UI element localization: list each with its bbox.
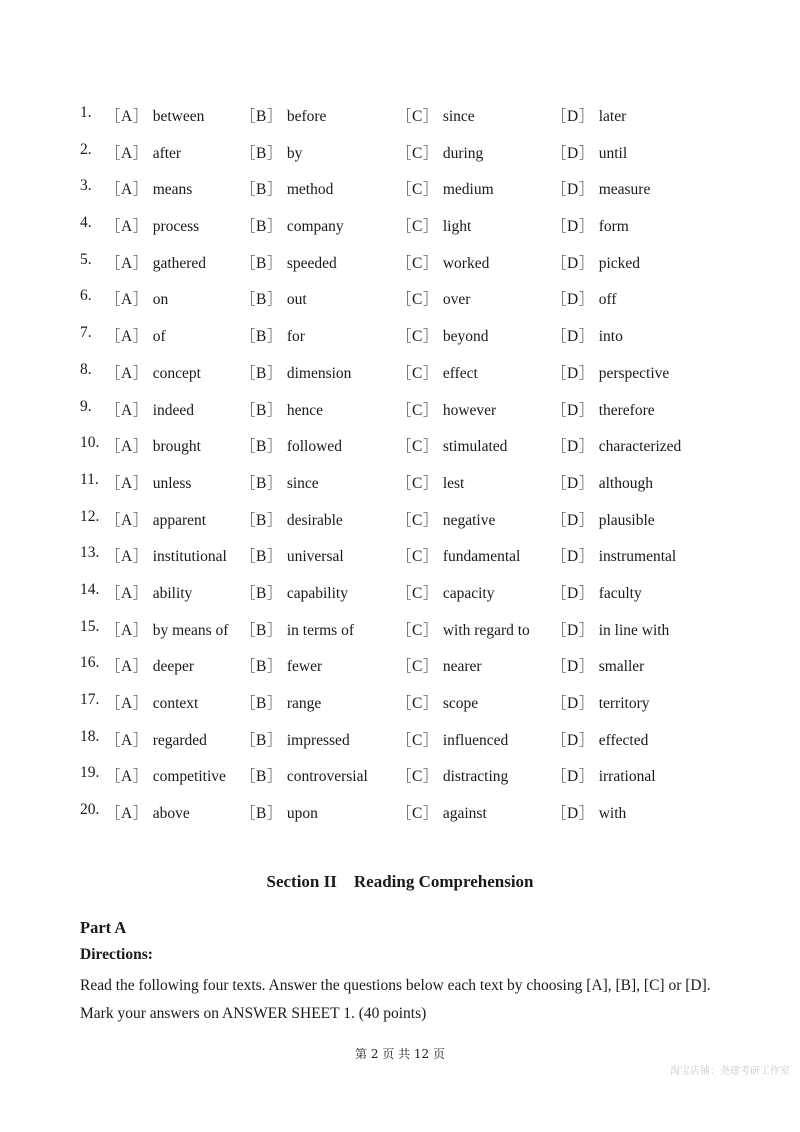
- option-text: ability: [152, 584, 193, 602]
- option-letter: ［D］: [551, 548, 595, 566]
- option-letter: ［A］: [105, 144, 149, 162]
- option-text: worked: [442, 254, 490, 272]
- option-b: [240, 471, 319, 493]
- option-d: [551, 581, 642, 603]
- option-letter: ［A］: [105, 511, 149, 529]
- option-c: [396, 618, 530, 640]
- option-text: method: [286, 181, 334, 199]
- option-letter: ［B］: [240, 291, 283, 309]
- option-letter: ［D］: [551, 805, 595, 823]
- option-letter: ［B］: [240, 768, 283, 786]
- question-number: 5.: [80, 250, 92, 268]
- option-letter: ［A］: [105, 584, 149, 602]
- option-letter: ［B］: [240, 548, 283, 566]
- option-text: out: [286, 291, 307, 309]
- option-letter: ［D］: [551, 218, 595, 236]
- option-letter: ［C］: [396, 364, 439, 382]
- option-text: instrumental: [598, 548, 677, 566]
- option-letter: ［C］: [396, 474, 439, 492]
- option-letter: ［A］: [105, 291, 149, 309]
- option-letter: ［B］: [240, 108, 283, 125]
- option-text: controversial: [286, 768, 368, 786]
- option-letter: ［B］: [240, 438, 283, 456]
- option-letter: ［A］: [105, 218, 149, 236]
- option-letter: ［D］: [551, 291, 595, 309]
- option-letter: ［A］: [105, 108, 149, 125]
- option-c: [396, 251, 489, 273]
- directions-line-2: Mark your answers on ANSWER SHEET 1. (40 points): [80, 1005, 427, 1022]
- question-number: 17.: [80, 691, 100, 708]
- option-letter: ［C］: [396, 511, 439, 529]
- option-c: [396, 508, 495, 530]
- option-c: [396, 471, 464, 493]
- option-text: scope: [442, 695, 479, 712]
- option-letter: ［C］: [396, 805, 439, 823]
- option-letter: ［D］: [551, 731, 595, 749]
- option-a: [105, 287, 168, 309]
- option-letter: ［D］: [551, 401, 595, 419]
- option-letter: ［C］: [396, 548, 439, 566]
- option-text: since: [286, 474, 319, 492]
- option-text: context: [152, 695, 199, 712]
- option-text: since: [442, 108, 475, 125]
- option-letter: ［A］: [105, 695, 149, 712]
- option-a: [105, 141, 181, 163]
- option-text: measure: [598, 181, 651, 199]
- question-number: 10.: [80, 434, 100, 452]
- option-letter: ［A］: [105, 621, 149, 639]
- option-letter: ［B］: [240, 254, 283, 272]
- option-letter: ［C］: [396, 768, 439, 786]
- option-text: territory: [598, 695, 650, 712]
- option-letter: ［D］: [551, 768, 595, 786]
- option-letter: ［C］: [396, 108, 439, 125]
- option-text: by means of: [152, 621, 229, 639]
- option-letter: ［C］: [396, 731, 439, 749]
- option-letter: ［A］: [105, 254, 149, 272]
- option-a: [105, 324, 166, 346]
- option-text: effected: [598, 731, 649, 749]
- option-a: [105, 654, 194, 676]
- option-text: negative: [442, 511, 496, 529]
- option-b: [240, 287, 307, 309]
- option-text: gathered: [152, 254, 207, 272]
- option-d: [551, 434, 681, 456]
- option-letter: ［B］: [240, 144, 283, 162]
- option-b: [240, 141, 302, 163]
- option-letter: ［A］: [105, 658, 149, 676]
- option-c: [396, 764, 508, 786]
- option-text: smaller: [598, 658, 645, 676]
- option-letter: ［B］: [240, 695, 283, 712]
- option-text: perspective: [598, 364, 670, 382]
- option-c: [396, 214, 471, 236]
- option-text: during: [442, 144, 484, 162]
- option-text: light: [442, 218, 472, 236]
- option-letter: ［B］: [240, 181, 283, 199]
- option-letter: ［D］: [551, 438, 595, 456]
- option-text: against: [442, 805, 487, 823]
- option-b: [240, 544, 344, 566]
- option-letter: ［D］: [551, 658, 595, 676]
- option-text: above: [152, 805, 190, 823]
- option-c: [396, 287, 470, 309]
- option-d: [551, 177, 650, 199]
- option-d: [551, 471, 653, 493]
- option-d: [551, 508, 655, 530]
- question-number: 19.: [80, 764, 100, 782]
- option-b: [240, 618, 354, 640]
- option-d: [551, 251, 640, 273]
- option-d: [551, 104, 626, 126]
- option-letter: ［A］: [105, 401, 149, 419]
- option-text: influenced: [442, 731, 509, 749]
- option-text: process: [152, 218, 200, 236]
- option-a: [105, 361, 201, 383]
- option-text: effect: [442, 364, 478, 382]
- option-text: picked: [598, 254, 641, 272]
- option-letter: ［B］: [240, 364, 283, 382]
- option-text: impressed: [286, 731, 350, 749]
- option-b: [240, 324, 305, 346]
- question-number: 2.: [80, 140, 92, 158]
- option-text: indeed: [152, 401, 195, 419]
- option-text: in line with: [598, 621, 670, 639]
- option-a: [105, 691, 198, 713]
- option-c: [396, 728, 508, 750]
- option-text: with regard to: [442, 621, 530, 639]
- question-number: 4.: [80, 214, 92, 232]
- option-letter: ［B］: [240, 474, 283, 492]
- option-c: [396, 141, 483, 163]
- option-c: [396, 434, 507, 456]
- option-letter: ［D］: [551, 621, 595, 639]
- option-letter: ［C］: [396, 438, 439, 456]
- directions-label: Directions:: [80, 946, 153, 963]
- option-text: unless: [152, 474, 192, 492]
- option-text: by: [286, 144, 303, 162]
- option-text: means: [152, 181, 193, 199]
- option-c: [396, 544, 520, 566]
- question-number: 15.: [80, 617, 100, 635]
- option-text: in terms of: [286, 621, 354, 639]
- option-d: [551, 691, 650, 713]
- option-b: [240, 581, 348, 603]
- option-d: [551, 398, 655, 420]
- option-c: [396, 104, 475, 126]
- question-number: 18.: [80, 727, 100, 745]
- option-letter: ［C］: [396, 328, 439, 346]
- page-footer: 第 2 页 共 12 页: [355, 1047, 445, 1061]
- option-letter: ［D］: [551, 328, 595, 346]
- option-letter: ［C］: [396, 401, 439, 419]
- option-letter: ［D］: [551, 254, 595, 272]
- option-text: speeded: [286, 254, 337, 272]
- option-text: on: [152, 291, 169, 309]
- option-text: fundamental: [442, 548, 521, 566]
- option-text: later: [598, 108, 627, 125]
- option-text: institutional: [152, 548, 227, 566]
- option-a: [105, 508, 206, 530]
- option-d: [551, 801, 626, 823]
- option-letter: ［C］: [396, 254, 439, 272]
- option-d: [551, 618, 669, 640]
- option-text: between: [152, 108, 205, 125]
- option-text: although: [598, 474, 653, 492]
- option-text: until: [598, 144, 628, 162]
- option-text: off: [598, 291, 617, 309]
- option-a: [105, 177, 192, 199]
- option-a: [105, 544, 227, 566]
- option-text: plausible: [598, 511, 655, 529]
- option-letter: ［B］: [240, 401, 283, 419]
- option-b: [240, 214, 344, 236]
- option-c: [396, 654, 482, 676]
- question-number: 13.: [80, 544, 100, 562]
- option-text: into: [598, 328, 623, 346]
- option-text: deeper: [152, 658, 195, 676]
- option-d: [551, 287, 617, 309]
- option-text: stimulated: [442, 438, 508, 456]
- option-letter: ［B］: [240, 584, 283, 602]
- option-text: of: [152, 328, 166, 346]
- option-b: [240, 361, 351, 383]
- option-text: beyond: [442, 328, 489, 346]
- option-letter: ［C］: [396, 658, 439, 676]
- option-text: fewer: [286, 658, 323, 676]
- option-b: [240, 654, 322, 676]
- option-text: hence: [286, 401, 323, 419]
- option-c: [396, 691, 478, 713]
- option-letter: ［C］: [396, 181, 439, 199]
- option-d: [551, 654, 644, 676]
- option-text: form: [598, 218, 629, 236]
- option-a: [105, 434, 201, 456]
- option-letter: ［C］: [396, 291, 439, 309]
- option-text: faculty: [598, 584, 642, 602]
- option-text: lest: [442, 474, 465, 492]
- option-b: [240, 691, 321, 713]
- question-number: 1.: [80, 104, 92, 121]
- question-number: 11.: [80, 470, 99, 488]
- option-text: upon: [286, 805, 318, 823]
- option-letter: ［A］: [105, 731, 149, 749]
- option-letter: ［A］: [105, 181, 149, 199]
- option-letter: ［A］: [105, 438, 149, 456]
- option-letter: ［D］: [551, 364, 595, 382]
- part-title: Part A: [80, 918, 127, 937]
- option-a: [105, 728, 207, 750]
- option-letter: ［A］: [105, 548, 149, 566]
- option-b: [240, 398, 323, 420]
- option-text: for: [286, 328, 305, 346]
- option-text: followed: [286, 438, 342, 456]
- option-b: [240, 508, 343, 530]
- option-text: medium: [442, 181, 494, 199]
- option-c: [396, 324, 488, 346]
- option-text: regarded: [152, 731, 207, 749]
- question-number: 16.: [80, 654, 100, 672]
- question-number: 6.: [80, 287, 92, 305]
- option-letter: ［A］: [105, 364, 149, 382]
- option-letter: ［A］: [105, 768, 149, 786]
- option-b: [240, 251, 337, 273]
- option-a: [105, 104, 204, 126]
- option-text: capability: [286, 584, 348, 602]
- directions-text: [80, 972, 740, 1028]
- option-letter: ［B］: [240, 218, 283, 236]
- option-c: [396, 581, 494, 603]
- question-number: 12.: [80, 507, 100, 525]
- option-text: irrational: [598, 768, 656, 786]
- option-text: characterized: [598, 438, 682, 456]
- option-letter: ［C］: [396, 621, 439, 639]
- option-text: range: [286, 695, 322, 712]
- option-d: [551, 764, 656, 786]
- question-number: 14.: [80, 580, 100, 598]
- question-number: 20.: [80, 801, 100, 819]
- option-a: [105, 471, 191, 493]
- option-text: brought: [152, 438, 201, 456]
- option-b: [240, 104, 326, 126]
- question-number: 7.: [80, 324, 92, 342]
- option-c: [396, 177, 494, 199]
- option-letter: ［A］: [105, 474, 149, 492]
- directions-line-1: Read the following four texts. Answer the questions below each text by choosing [A], [B], [C] or [D].: [80, 977, 711, 994]
- option-letter: ［D］: [551, 511, 595, 529]
- option-text: universal: [286, 548, 344, 566]
- option-text: nearer: [442, 658, 482, 676]
- option-text: apparent: [152, 511, 207, 529]
- option-letter: ［A］: [105, 805, 149, 823]
- option-a: [105, 398, 194, 420]
- option-text: after: [152, 144, 182, 162]
- option-letter: ［B］: [240, 658, 283, 676]
- option-letter: ［D］: [551, 108, 595, 125]
- option-c: [396, 398, 496, 420]
- section-title: Section II Reading Comprehension: [266, 872, 534, 891]
- option-b: [240, 434, 342, 456]
- option-letter: ［C］: [396, 218, 439, 236]
- option-text: before: [286, 108, 327, 125]
- option-d: [551, 728, 648, 750]
- option-letter: ［C］: [396, 144, 439, 162]
- option-b: [240, 801, 318, 823]
- option-text: with: [598, 805, 627, 823]
- question-number: 9.: [80, 397, 92, 415]
- option-letter: ［D］: [551, 695, 595, 712]
- option-a: [105, 764, 226, 786]
- option-letter: ［A］: [105, 328, 149, 346]
- option-letter: ［D］: [551, 144, 595, 162]
- option-letter: ［C］: [396, 584, 439, 602]
- option-text: therefore: [598, 401, 655, 419]
- option-letter: ［B］: [240, 328, 283, 346]
- option-d: [551, 214, 629, 236]
- option-a: [105, 251, 206, 273]
- option-letter: ［B］: [240, 511, 283, 529]
- option-d: [551, 361, 669, 383]
- option-a: [105, 618, 228, 640]
- option-d: [551, 141, 627, 163]
- question-number: 8.: [80, 360, 92, 378]
- option-letter: ［B］: [240, 731, 283, 749]
- option-letter: ［B］: [240, 621, 283, 639]
- watermark: 淘宝店铺：尧建考研工作室: [670, 1066, 790, 1077]
- option-d: [551, 324, 623, 346]
- option-a: [105, 581, 192, 603]
- option-text: desirable: [286, 511, 343, 529]
- option-letter: ［B］: [240, 805, 283, 823]
- option-b: [240, 177, 333, 199]
- option-text: company: [286, 218, 344, 236]
- option-c: [396, 361, 478, 383]
- option-text: distracting: [442, 768, 509, 786]
- option-text: concept: [152, 364, 201, 382]
- option-a: [105, 801, 190, 823]
- option-b: [240, 764, 368, 786]
- option-d: [551, 544, 676, 566]
- option-text: dimension: [286, 364, 352, 382]
- option-b: [240, 728, 350, 750]
- option-text: over: [442, 291, 471, 309]
- option-letter: ［D］: [551, 474, 595, 492]
- option-text: however: [442, 401, 497, 419]
- option-text: capacity: [442, 584, 495, 602]
- option-letter: ［D］: [551, 181, 595, 199]
- option-c: [396, 801, 487, 823]
- option-letter: ［D］: [551, 584, 595, 602]
- option-text: competitive: [152, 768, 226, 786]
- option-letter: ［C］: [396, 695, 439, 712]
- question-number: 3.: [80, 177, 92, 195]
- option-a: [105, 214, 199, 236]
